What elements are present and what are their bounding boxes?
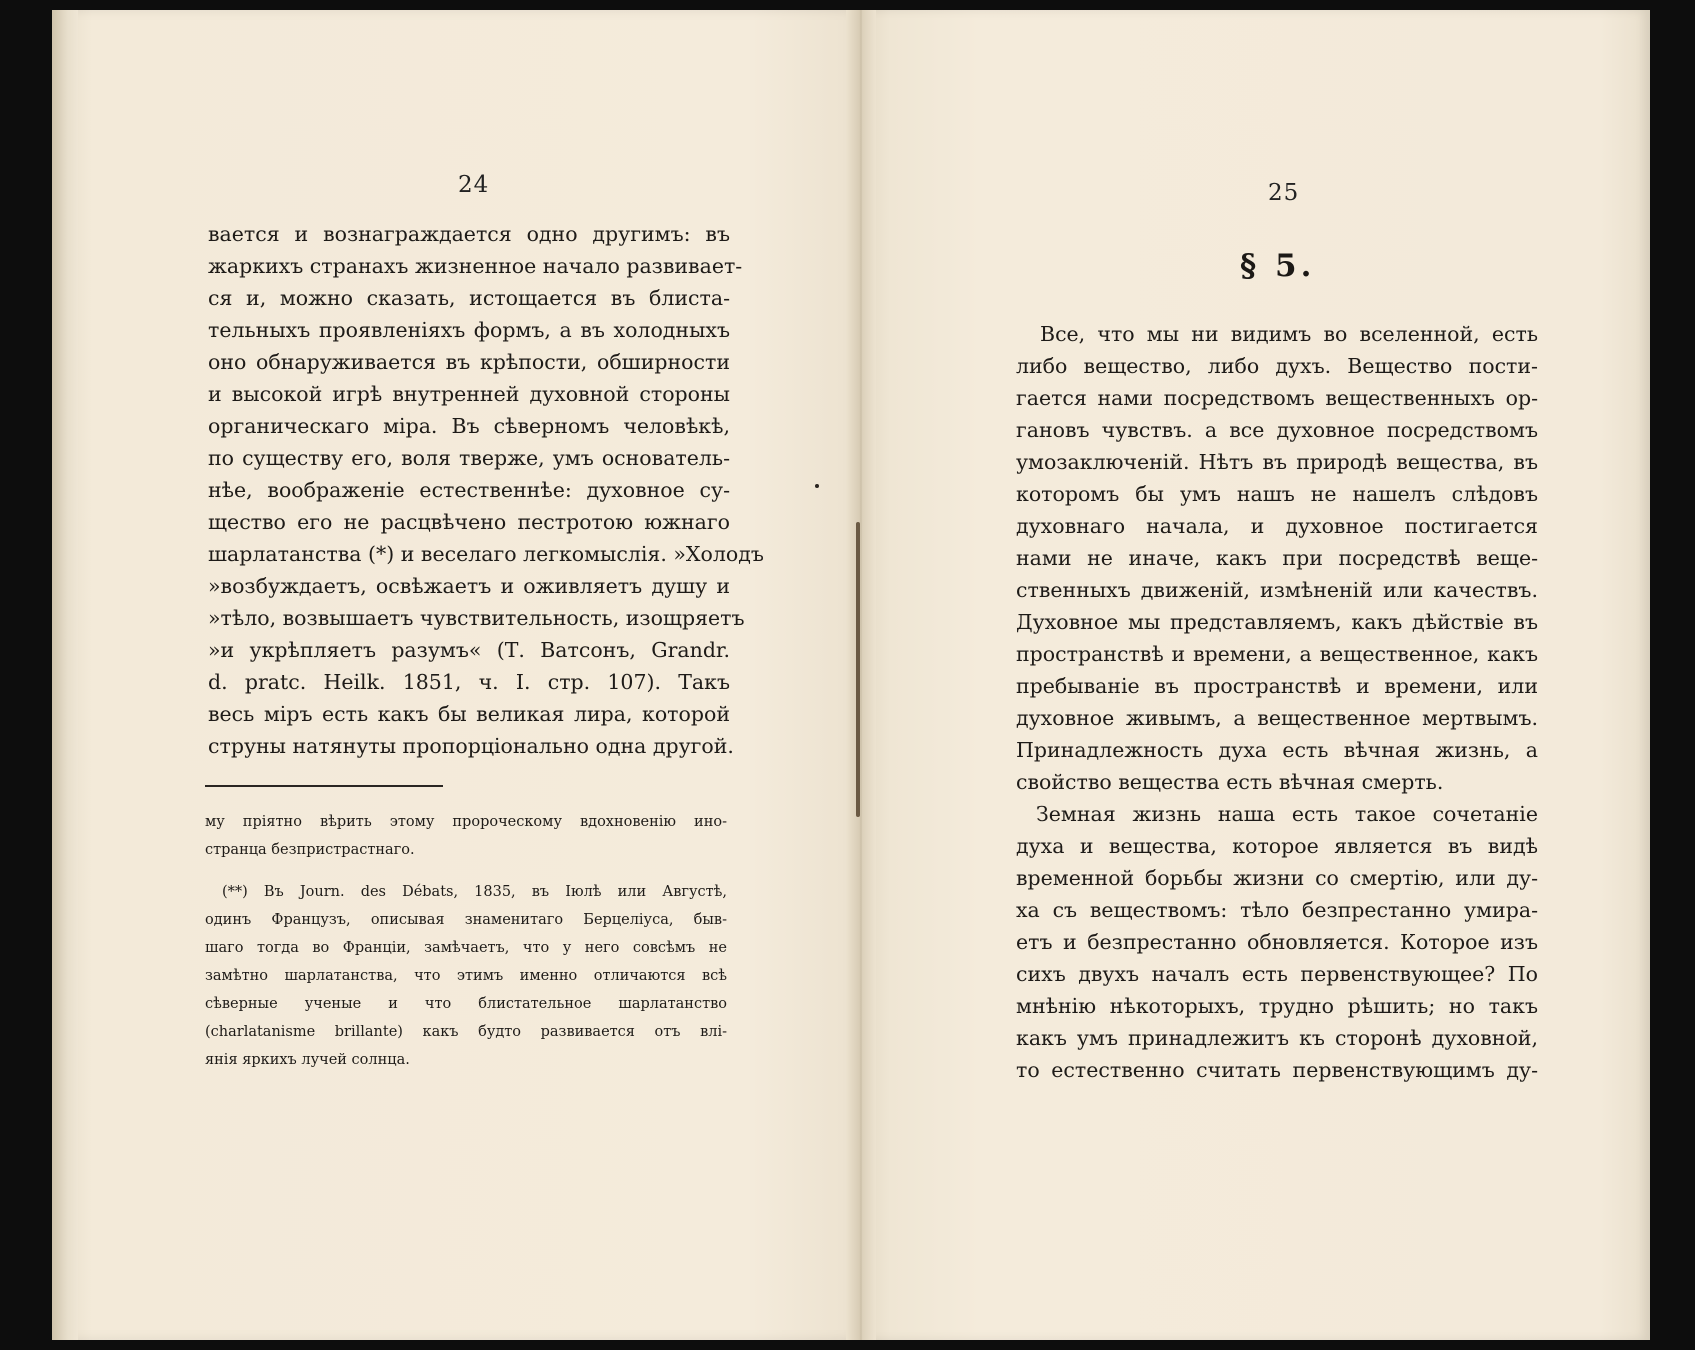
text-line: и высокой игрѣ внутренней духовной стороны bbox=[208, 382, 730, 406]
page-number-right: 25 bbox=[1268, 180, 1300, 206]
text-line: нами не иначе, какъ при посредствѣ веще- bbox=[1016, 546, 1538, 570]
binding-thread bbox=[856, 522, 860, 817]
footnote-line: замѣтно шарлатанства, что этимъ именно отличаются всѣ bbox=[205, 968, 727, 984]
text-line: по существу его, воля тверже, умъ основатель- bbox=[208, 446, 730, 470]
text-line: духовное живымъ, а вещественное мертвымъ. bbox=[1016, 706, 1538, 730]
text-line: умозаключеній. Нѣтъ въ природѣ вещества, въ bbox=[1016, 450, 1538, 474]
text-line: Все, что мы ни видимъ во вселенной, есть bbox=[1040, 322, 1538, 346]
text-line: етъ и безпрестанно обновляется. Которое изъ bbox=[1016, 930, 1538, 954]
footnote-line: янія яркихъ лучей солнца. bbox=[205, 1052, 410, 1068]
text-line: гановъ чувствъ. а все духовное посредствомъ bbox=[1016, 418, 1538, 442]
text-line: пространствѣ и времени, а вещественное, какъ bbox=[1016, 642, 1538, 666]
footnote-line: шаго тогда во Франціи, замѣчаетъ, что у него совсѣмъ не bbox=[205, 940, 727, 956]
text-line: жаркихъ странахъ жизненное начало развивает- bbox=[208, 254, 743, 278]
text-line: »возбуждаетъ, освѣжаетъ и оживляетъ душу и bbox=[208, 574, 730, 598]
footnote-line: (**) Въ Journ. des Débats, 1835, въ Іюлѣ или Августѣ, bbox=[222, 884, 727, 900]
footnote-rule bbox=[205, 785, 443, 787]
text-line: »тѣло, возвышаетъ чувствительность, изощряетъ bbox=[208, 606, 745, 630]
text-line: Земная жизнь наша есть такое сочетаніе bbox=[1036, 802, 1538, 826]
text-line: сихъ двухъ началъ есть первенствующее? По bbox=[1016, 962, 1538, 986]
text-line: временной борьбы жизни со смертію, или ду- bbox=[1016, 866, 1538, 890]
section-heading: § 5. bbox=[1240, 248, 1316, 284]
text-line: ха съ веществомъ: тѣло безпрестанно умира- bbox=[1016, 898, 1538, 922]
text-line: ся и, можно сказать, истощается въ блиста- bbox=[208, 286, 730, 310]
text-line: Принадлежность духа есть вѣчная жизнь, а bbox=[1016, 738, 1538, 762]
footnote-line: одинъ Французъ, описывая знаменитаго Берцеліуса, быв- bbox=[205, 912, 727, 928]
text-line: гается нами посредствомъ вещественныхъ ор- bbox=[1016, 386, 1538, 410]
text-line: которомъ бы умъ нашъ не нашелъ слѣдовъ bbox=[1016, 482, 1538, 506]
text-line: какъ умъ принадлежитъ къ сторонѣ духовной, bbox=[1016, 1026, 1538, 1050]
text-line: органическаго міра. Въ сѣверномъ человѣкѣ, bbox=[208, 414, 730, 438]
text-line: d. pratc. Heilk. 1851, ч. I. стр. 107). Такъ bbox=[208, 670, 730, 694]
text-line: ственныхъ движеній, измѣненій или качествъ. bbox=[1016, 578, 1538, 602]
text-line: шарлатанства (*) и веселаго легкомыслія. »Холодъ bbox=[208, 542, 764, 566]
show-through bbox=[1160, 228, 1165, 258]
text-line: вается и вознаграждается одно другимъ: въ bbox=[208, 222, 730, 246]
text-line: нѣе, воображеніе естественнѣе: духовное су- bbox=[208, 478, 730, 502]
book-gutter bbox=[846, 10, 876, 1340]
text-line: струны натянуты пропорціонально одна другой. bbox=[208, 734, 734, 758]
text-line: духовнаго начала, и духовное постигается bbox=[1016, 514, 1538, 538]
text-line: весь міръ есть какъ бы великая лира, которой bbox=[208, 702, 730, 726]
text-line: либо вещество, либо духъ. Вещество пости- bbox=[1016, 354, 1538, 378]
text-line: то естественно считать первенствующимъ ду- bbox=[1016, 1058, 1538, 1082]
ink-speck bbox=[815, 484, 819, 488]
page-edge bbox=[52, 10, 78, 1340]
text-line: пребываніе въ пространствѣ и времени, или bbox=[1016, 674, 1538, 698]
footnote-line: му пріятно вѣрить этому пророческому вдохновенію ино- bbox=[205, 814, 727, 830]
page-number-left: 24 bbox=[458, 172, 490, 198]
text-line: свойство вещества есть вѣчная смерть. bbox=[1016, 770, 1444, 794]
text-line: »и укрѣпляетъ разумъ« (Т. Ватсонъ, Grandr. bbox=[208, 638, 730, 662]
text-line: Духовное мы представляемъ, какъ дѣйствіе въ bbox=[1016, 610, 1538, 634]
text-line: духа и вещества, которое является въ видѣ bbox=[1016, 834, 1538, 858]
footnote-line: странца безпристрастнаго. bbox=[205, 842, 415, 858]
text-line: тельныхъ проявленіяхъ формъ, а въ холодныхъ bbox=[208, 318, 730, 342]
footnote-line: (charlatanisme brillante) какъ будто развивается отъ влі- bbox=[205, 1024, 727, 1040]
text-line: мнѣнію нѣкоторыхъ, трудно рѣшить; но такъ bbox=[1016, 994, 1538, 1018]
footnote-line: сѣверные ученые и что блистательное шарлатанство bbox=[205, 996, 727, 1012]
text-line: оно обнаруживается въ крѣпости, обширности bbox=[208, 350, 730, 374]
text-line: щество его не расцвѣчено пестротою южнаго bbox=[208, 510, 730, 534]
